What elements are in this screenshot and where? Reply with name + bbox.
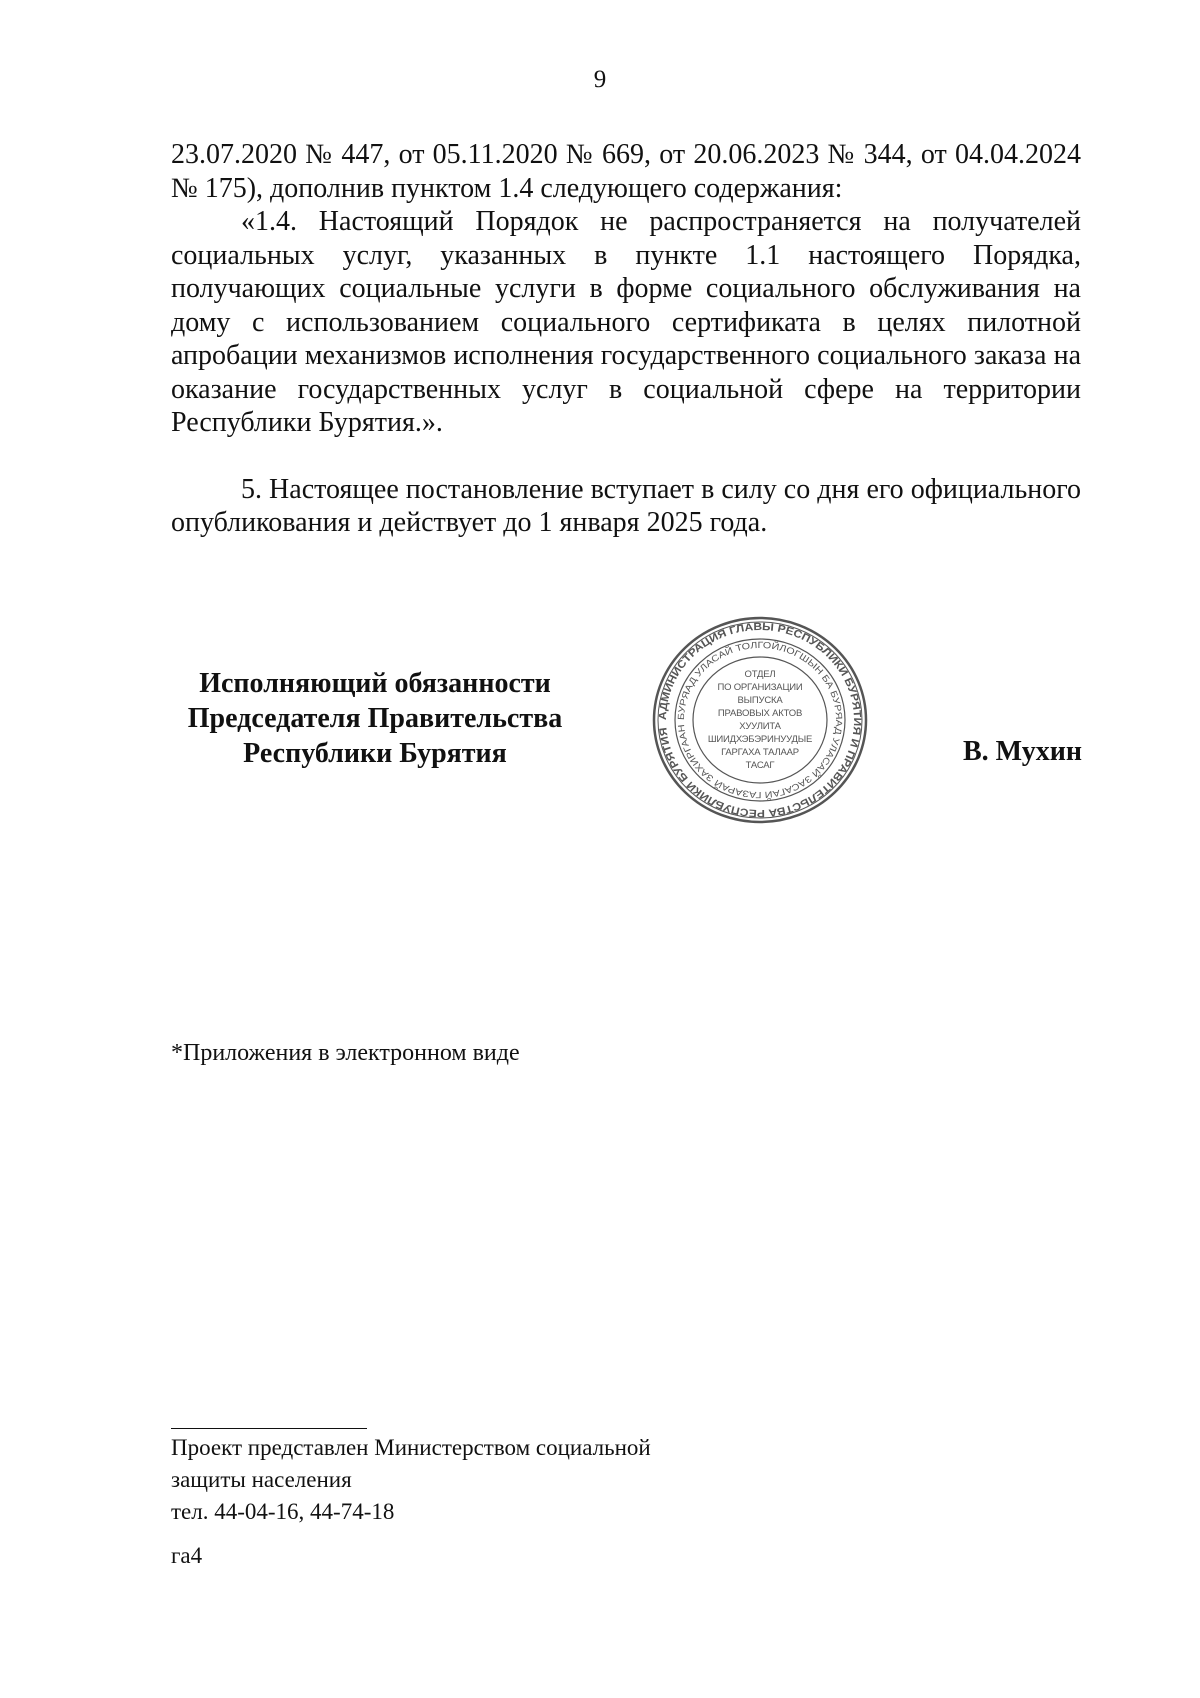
document-code: га4 <box>171 1543 203 1568</box>
footnote-line: защиты населения <box>171 1467 352 1492</box>
paragraph-amendment-reference: 23.07.2020 № 447, от 05.11.2020 № 669, от 20.06.2023 № 344, от 04.04.2024 № 175), дополнив пунктом 1.4 следующего содержания: <box>171 139 1081 204</box>
paragraph-clause-5: 5. Настоящее постановление вступает в силу со дня его официального опубликования и действует до 1 января 2025 года. <box>171 473 1081 538</box>
seal-inner-text: БУРЯАД УЛАСАЙ ТОЛГОЙЛОГШЫН БА БУРЯАД УЛАСАЙ ЗАСАГАЙ ГАЗАРАЙ ЗАХИРГААН <box>675 639 845 801</box>
official-seal <box>650 615 870 825</box>
document-body <box>171 138 1081 540</box>
signatory-title-line: Республики Бурятия <box>243 738 507 769</box>
paragraph-clause-1-4: «1.4. Настоящий Порядок не распространяется на получателей социальных услуг, указанных в пункте 1.1 настоящего Порядка, получающих социальные услуги в форме социального обслуживания на дому с использованием социального сертификата в целях пилотной апробации механизмов исполнения государственного социального заказа на оказание государственных услуг в социальной сфере на территории Республики Бурятия.». <box>171 206 1081 438</box>
attachments-note: *Приложения в электронном виде <box>171 1040 520 1066</box>
footnote <box>171 1432 651 1528</box>
seal-center-line: ТАСАГ <box>745 760 775 771</box>
footnote-divider <box>171 1428 367 1429</box>
seal-center-line: ГАРГАХА ТАЛААР <box>721 747 799 758</box>
signatory-title <box>150 666 600 771</box>
signatory-title-line: Исполняющий обязанности <box>199 668 551 699</box>
signatory-title-line: Председателя Правительства <box>187 703 563 734</box>
signer-name: В. Мухин <box>963 736 1082 767</box>
page-number: 9 <box>593 66 607 93</box>
seal-center-line: ХУУЛИТА <box>739 721 781 732</box>
seal-center-line: ВЫПУСКА <box>737 695 783 706</box>
footnote-line: Проект представлен Министерством социальной <box>171 1435 651 1460</box>
seal-center-text <box>695 661 825 779</box>
seal-center-line: ПРАВОВЫХ АКТОВ <box>717 708 803 719</box>
footnote-line: тел. 44-04-16, 44-74-18 <box>171 1499 395 1524</box>
seal-center-line: ПО ОРГАНИЗАЦИИ <box>717 682 803 693</box>
seal-center-line: ОТДЕЛ <box>744 669 776 680</box>
seal-outer-text: АДМИНИСТРАЦИЯ ГЛАВЫ РЕСПУБЛИКИ БУРЯТИЯ И ПРАВИТЕЛЬСТВА РЕСПУБЛИКИ БУРЯТИЯ <box>656 620 864 820</box>
paragraph-spacer <box>171 440 1081 473</box>
seal-center-line: ШИИДХЭБЭРИНУУДЫЕ <box>707 734 813 745</box>
